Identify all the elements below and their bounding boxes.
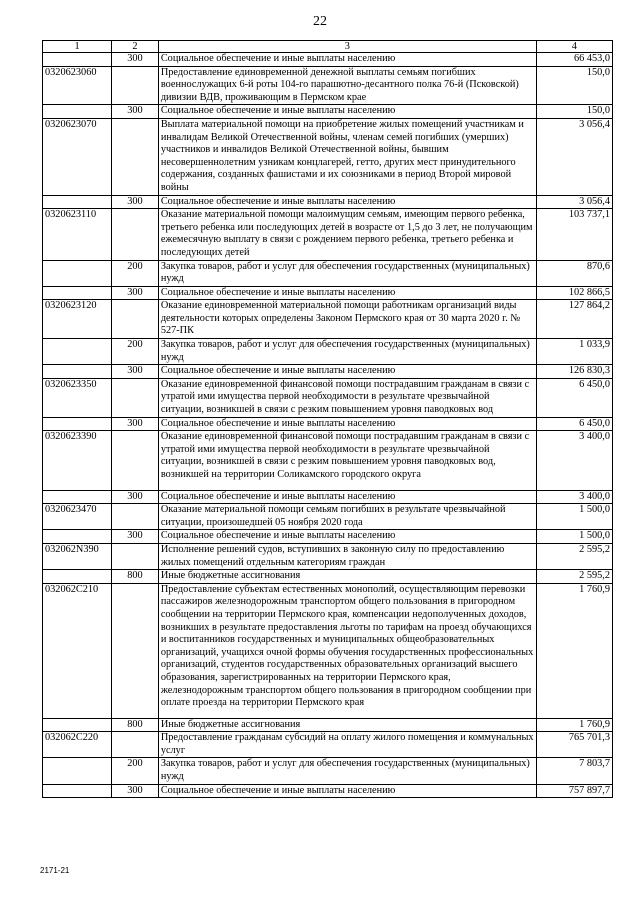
- amount-cell: 103 737,1: [536, 209, 612, 260]
- description-cell: Социальное обеспечение и иные выплаты населению: [158, 784, 536, 798]
- table-row: [43, 209, 613, 260]
- description-cell: Оказание единовременной финансовой помощи пострадавшим гражданам в связи с утратой ими имущества первой необходимости в результате чрезвычайной ситуации, возникшей в связи с резким повышением уровня паводковых вод, возникшей на территории Соликамского городского округа: [158, 431, 536, 490]
- group-cell: 800: [112, 570, 159, 584]
- table-row: [43, 286, 613, 300]
- table-row: [43, 543, 613, 569]
- table-row: [43, 66, 613, 105]
- amount-cell: 2 595,2: [536, 570, 612, 584]
- table-body: [43, 53, 613, 798]
- table-row: [43, 105, 613, 119]
- description-cell: Социальное обеспечение и иные выплаты населению: [158, 195, 536, 209]
- group-cell: 300: [112, 490, 159, 504]
- amount-cell: 127 864,2: [536, 300, 612, 339]
- description-cell: Оказание материальной помощи малоимущим семьям, имеющим первого ребенка, третьего ребенка или последующих детей в возрасте от 1,5 до 3 лет, не получающим ежемесячную выплату в связи с рождением первого ребенка, третьего ребенка и последующих детей: [158, 209, 536, 260]
- amount-cell: 1 760,9: [536, 718, 612, 732]
- description-cell: Предоставление гражданам субсидий на оплату жилого помещения и коммунальных услуг: [158, 732, 536, 758]
- description-cell: Выплата материальной помощи на приобретение жилых помещений участникам и инвалидам Великой Отечественной войны, членам семей погибших (умерших) участников и инвалидов Великой Отечественной войны, бывшим несовершеннолетним узникам концлагерей, гетто, других мест принудительного содержания, созданных фашистами и их союзниками в период Второй мировой войны: [158, 118, 536, 195]
- page-number: 22: [313, 14, 327, 29]
- amount-cell: 66 453,0: [536, 53, 612, 67]
- description-cell: Социальное обеспечение и иные выплаты населению: [158, 417, 536, 431]
- group-cell: [112, 209, 159, 260]
- table-row: [43, 53, 613, 67]
- code-cell: [43, 53, 112, 67]
- table-row: [43, 339, 613, 365]
- group-cell: [112, 543, 159, 569]
- code-cell: 0320623120: [43, 300, 112, 339]
- amount-cell: 3 056,4: [536, 118, 612, 195]
- amount-cell: 102 866,5: [536, 286, 612, 300]
- table-row: [43, 490, 613, 504]
- description-cell: Социальное обеспечение и иные выплаты населению: [158, 365, 536, 379]
- table-row: [43, 583, 613, 718]
- group-cell: 200: [112, 260, 159, 286]
- description-cell: Социальное обеспечение и иные выплаты населению: [158, 105, 536, 119]
- group-cell: [112, 431, 159, 490]
- table-row: [43, 417, 613, 431]
- table-row: [43, 784, 613, 798]
- group-cell: [112, 66, 159, 105]
- table-row: [43, 300, 613, 339]
- group-cell: [112, 504, 159, 530]
- code-cell: [43, 105, 112, 119]
- table-row: [43, 570, 613, 584]
- table-row: [43, 195, 613, 209]
- description-cell: Социальное обеспечение и иные выплаты населению: [158, 490, 536, 504]
- description-cell: Закупка товаров, работ и услуг для обеспечения государственных (муниципальных) нужд: [158, 758, 536, 784]
- code-cell: 0320623060: [43, 66, 112, 105]
- amount-cell: 150,0: [536, 105, 612, 119]
- group-cell: 200: [112, 339, 159, 365]
- description-cell: Закупка товаров, работ и услуг для обеспечения государственных (муниципальных) нужд: [158, 260, 536, 286]
- code-cell: [43, 758, 112, 784]
- description-cell: Социальное обеспечение и иные выплаты населению: [158, 530, 536, 544]
- code-cell: 0320623350: [43, 378, 112, 417]
- description-cell: Закупка товаров, работ и услуг для обеспечения государственных (муниципальных) нужд: [158, 339, 536, 365]
- code-cell: [43, 195, 112, 209]
- amount-cell: 765 701,3: [536, 732, 612, 758]
- code-cell: [43, 339, 112, 365]
- code-cell: 0320623470: [43, 504, 112, 530]
- group-cell: 300: [112, 784, 159, 798]
- amount-cell: 3 056,4: [536, 195, 612, 209]
- table-row: [43, 118, 613, 195]
- table-row: [43, 378, 613, 417]
- code-cell: 0320623390: [43, 431, 112, 490]
- table-row: [43, 530, 613, 544]
- group-cell: 300: [112, 530, 159, 544]
- description-cell: Иные бюджетные ассигнования: [158, 718, 536, 732]
- amount-cell: 757 897,7: [536, 784, 612, 798]
- code-cell: 032062N390: [43, 543, 112, 569]
- column-header-3: 3: [158, 41, 536, 53]
- amount-cell: 3 400,0: [536, 431, 612, 490]
- group-cell: 300: [112, 105, 159, 119]
- group-cell: [112, 583, 159, 718]
- amount-cell: 2 595,2: [536, 543, 612, 569]
- code-cell: 032062С210: [43, 583, 112, 718]
- description-cell: Социальное обеспечение и иные выплаты населению: [158, 53, 536, 67]
- table-row: [43, 431, 613, 490]
- group-cell: [112, 118, 159, 195]
- column-header-2: 2: [112, 41, 159, 53]
- code-cell: 032062С220: [43, 732, 112, 758]
- column-header-4: 4: [536, 41, 612, 53]
- description-cell: Предоставление субъектам естественных монополий, осуществляющим перевозки пассажиров железнодорожным транспортом общего пользования в пригородном сообщении на территории Пермского края, компенсации недополученных доходов, возникших в результате предоставления льготы по тарифам на проезд обучающихся и воспитанников государственных и муниципальных общеобразовательных организаций, учащихся очной формы обучения государственных профессиональных организаций, студентов государственных образовательных организаций высшего образования, зарегистрированных на территории Пермского края, железнодорожным транспортом общего пользования в пригородном сообщении при оплате проезда на территории Пермского края: [158, 583, 536, 718]
- code-cell: [43, 570, 112, 584]
- description-cell: Социальное обеспечение и иные выплаты населению: [158, 286, 536, 300]
- budget-table: [42, 40, 613, 798]
- description-cell: Оказание единовременной материальной помощи работникам организаций виды деятельности которых определены Законом Пермского края от 30 марта 2020 г. № 527-ПК: [158, 300, 536, 339]
- group-cell: 300: [112, 53, 159, 67]
- table-row: [43, 718, 613, 732]
- code-cell: [43, 718, 112, 732]
- amount-cell: 126 830,3: [536, 365, 612, 379]
- amount-cell: 870,6: [536, 260, 612, 286]
- group-cell: 200: [112, 758, 159, 784]
- group-cell: 300: [112, 286, 159, 300]
- group-cell: 300: [112, 417, 159, 431]
- code-cell: [43, 365, 112, 379]
- code-cell: [43, 490, 112, 504]
- group-cell: 800: [112, 718, 159, 732]
- group-cell: [112, 300, 159, 339]
- amount-cell: 6 450,0: [536, 378, 612, 417]
- table-header-row: [43, 41, 613, 53]
- group-cell: 300: [112, 365, 159, 379]
- description-cell: Предоставление единовременной денежной выплаты семьям погибших военнослужащих 6-й роты 104-го парашютно-десантного полка 76-й (Псковской) дивизии ВДВ, проживающим в Пермском крае: [158, 66, 536, 105]
- amount-cell: 1 760,9: [536, 583, 612, 718]
- description-cell: Иные бюджетные ассигнования: [158, 570, 536, 584]
- table-row: [43, 260, 613, 286]
- code-cell: [43, 784, 112, 798]
- group-cell: [112, 732, 159, 758]
- amount-cell: 1 500,0: [536, 530, 612, 544]
- code-cell: [43, 530, 112, 544]
- code-cell: [43, 286, 112, 300]
- description-cell: Оказание единовременной финансовой помощи пострадавшим гражданам в связи с утратой ими имущества первой необходимости в результате чрезвычайной ситуации, возникшей в связи с резким повышением уровня паводковых вод: [158, 378, 536, 417]
- amount-cell: 1 500,0: [536, 504, 612, 530]
- group-cell: [112, 378, 159, 417]
- group-cell: 300: [112, 195, 159, 209]
- code-cell: 0320623110: [43, 209, 112, 260]
- amount-cell: 3 400,0: [536, 490, 612, 504]
- amount-cell: 150,0: [536, 66, 612, 105]
- amount-cell: 1 033,9: [536, 339, 612, 365]
- description-cell: Оказание материальной помощи семьям погибших в результате чрезвычайной ситуации, произошедшей 05 ноября 2020 года: [158, 504, 536, 530]
- table-row: [43, 758, 613, 784]
- code-cell: 0320623070: [43, 118, 112, 195]
- amount-cell: 7 803,7: [536, 758, 612, 784]
- code-cell: [43, 417, 112, 431]
- table-row: [43, 732, 613, 758]
- table-row: [43, 504, 613, 530]
- column-header-1: 1: [43, 41, 112, 53]
- table-row: [43, 365, 613, 379]
- code-cell: [43, 260, 112, 286]
- amount-cell: 6 450,0: [536, 417, 612, 431]
- description-cell: Исполнение решений судов, вступивших в законную силу по предоставлению жилых помещений отдельным категориям граждан: [158, 543, 536, 569]
- footer-code: 2171-21: [40, 866, 70, 875]
